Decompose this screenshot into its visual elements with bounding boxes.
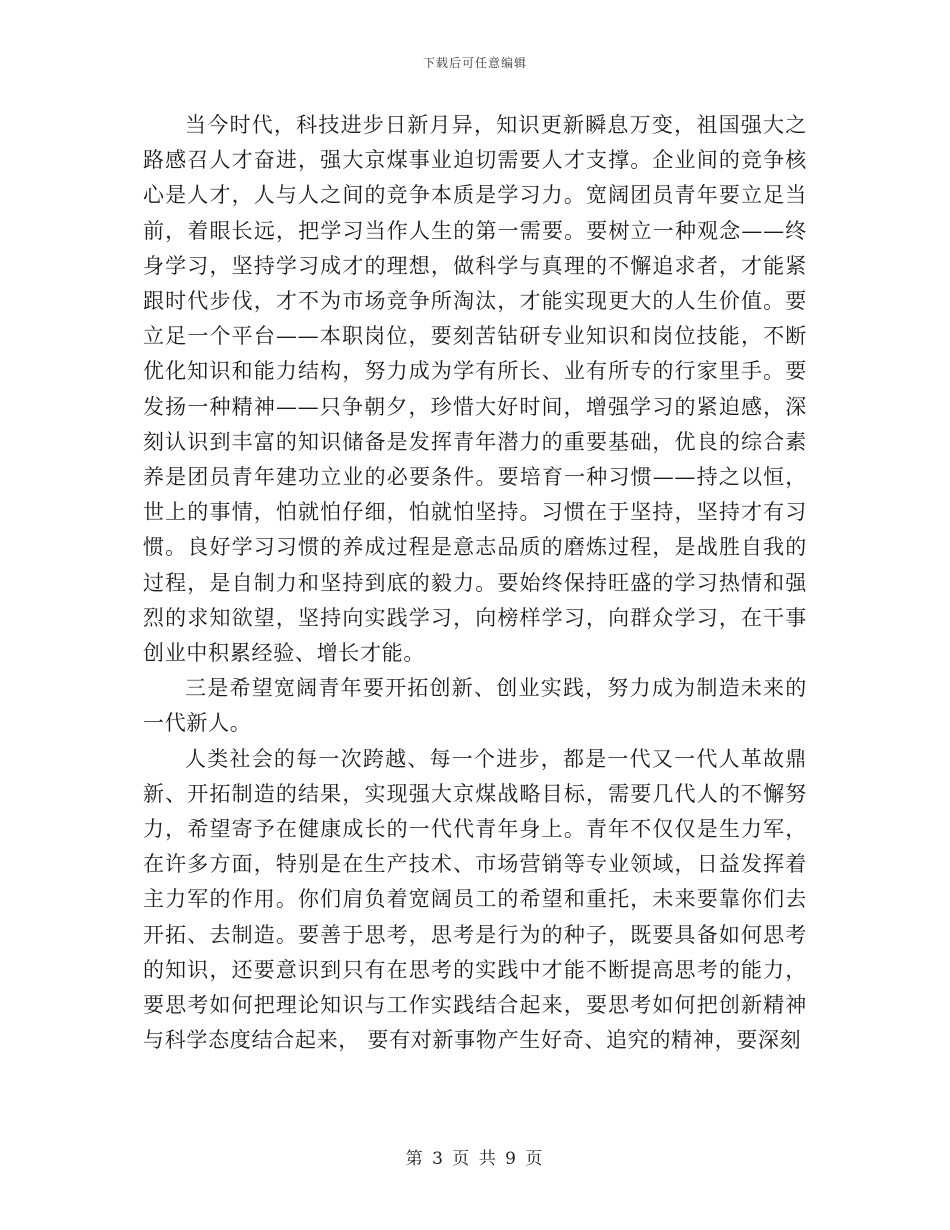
page-number: 第 3 页 共 9 页 (405, 1149, 545, 1169)
document-body (143, 108, 807, 1058)
paragraph-innovation: 人类社会的每一次跨越、每一个进步，都是一代又一代人革故鼎新、开拓制造的结果，实现强大京煤战略目标，需要几代人的不懈努力，希望寄予在健康成长的一代代青年身上。青年不仅仅是生力军，在许多方面，特别是在生产技术、市场营销等专业领域，日益发挥着主力军的作用。你们肩负着宽阔员工的希望和重托，未来要靠你们去开拓、去制造。要善于思考，思考是行为的种子，既要具备如何思考的知识，还要意识到只有在思考的实践中才能不断提高思考的能力，要思考如何把理论知识与工作实践结合起来，要思考如何把创新精神与科学态度结合起来， 要有对新事物产生好奇、追究的精神，要深刻 (143, 746, 807, 1053)
paragraph-innovation-heading: 三是希望宽阔青年要开拓创新、创业实践，努力成为制造未来的一代新人。 (143, 676, 807, 736)
header-note: 下载后可任意编辑 (422, 56, 527, 70)
paragraph-learning: 当今时代，科技进步日新月异，知识更新瞬息万变，祖国强大之路感召人才奋进，强大京煤事业迫切需要人才支撑。企业间的竞争核心是人才，人与人之间的竞争本质是学习力。宽阔团员青年要立足当前，着眼长远，把学习当作人生的第一需要。要树立一种观念——终身学习，坚持学习成才的理想，做科学与真理的不懈追求者，才能紧跟时代步伐，才不为市场竞争所淘汰，才能实现更大的人生价值。要立足一个平台——本职岗位，要刻苦钻研专业知识和岗位技能，不断优化知识和能力结构，努力成为学有所长、业有所专的行家里手。要发扬一种精神——只争朝夕，珍惜大好时间，增强学习的紧迫感，深刻认识到丰富的知识储备是发挥青年潜力的重要基础，优良的综合素养是团员青年建功立业的必要条件。要培育一种习惯——持之以恒，世上的事情，怕就怕仔细，怕就怕坚持。习惯在于坚持，坚持才有习惯。良好学习习惯的养成过程是意志品质的磨炼过程，是战胜自我的过程，是自制力和坚持到底的毅力。要始终保持旺盛的学习热情和强烈的求知欲望，坚持向实践学习，向榜样学习，向群众学习，在干事创业中积累经验、增长才能。 (143, 113, 807, 666)
